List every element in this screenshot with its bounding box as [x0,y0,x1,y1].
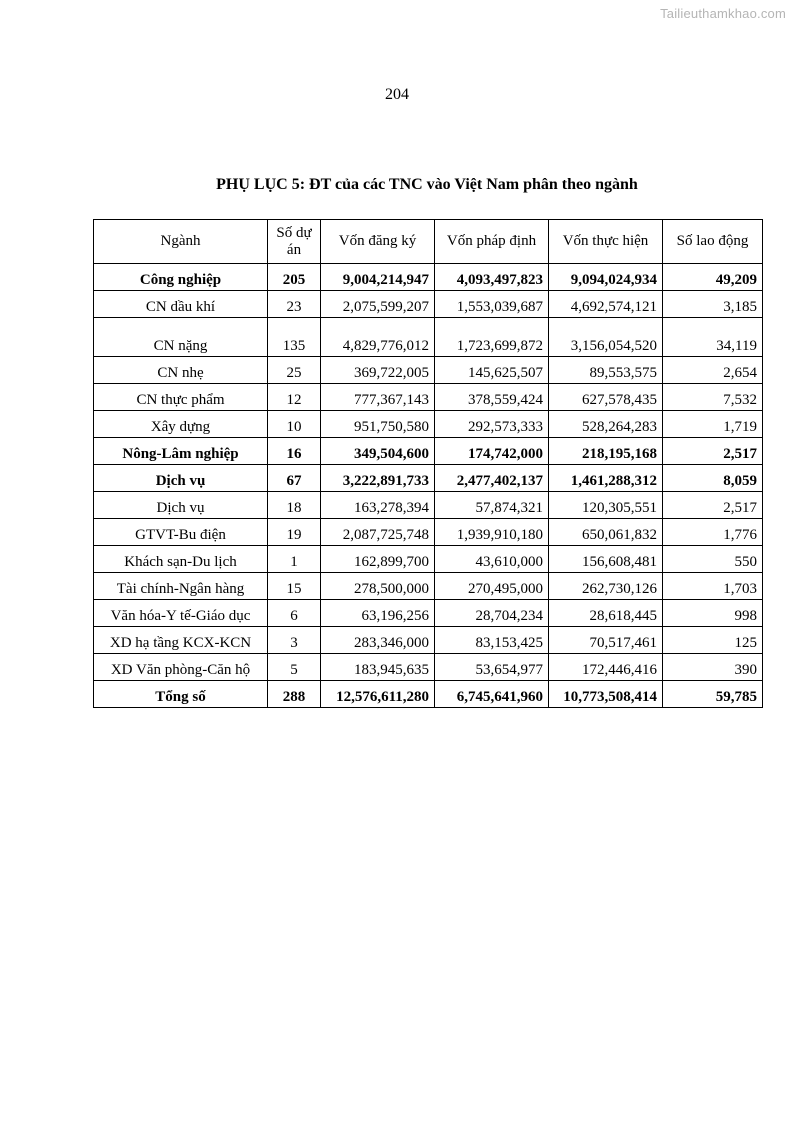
row-registered-capital: 283,346,000 [321,627,435,654]
row-projects: 25 [268,357,321,384]
row-legal-capital: 28,704,234 [435,600,549,627]
row-name: Dịch vụ [94,465,268,492]
row-projects: 18 [268,492,321,519]
row-name: Công nghiệp [94,264,268,291]
row-registered-capital: 951,750,580 [321,411,435,438]
row-labor: 59,785 [663,681,763,708]
row-legal-capital: 1,553,039,687 [435,291,549,318]
row-labor: 2,517 [663,438,763,465]
row-registered-capital: 183,945,635 [321,654,435,681]
row-projects: 19 [268,519,321,546]
row-registered-capital: 4,829,776,012 [321,318,435,357]
row-implemented-capital: 9,094,024,934 [549,264,663,291]
header-so-du-an-line1: Số dự [276,224,312,241]
row-name: Khách sạn-Du lịch [94,546,268,573]
row-name: XD hạ tầng KCX-KCN [94,627,268,654]
header-von-dang-ky: Vốn đăng ký [321,220,435,264]
row-projects: 23 [268,291,321,318]
row-implemented-capital: 3,156,054,520 [549,318,663,357]
table-row [94,438,763,465]
table-row [94,492,763,519]
row-legal-capital: 53,654,977 [435,654,549,681]
row-legal-capital: 1,939,910,180 [435,519,549,546]
row-registered-capital: 162,899,700 [321,546,435,573]
row-legal-capital: 6,745,641,960 [435,681,549,708]
row-implemented-capital: 89,553,575 [549,357,663,384]
row-registered-capital: 369,722,005 [321,357,435,384]
row-registered-capital: 163,278,394 [321,492,435,519]
row-labor: 125 [663,627,763,654]
row-labor: 1,703 [663,573,763,600]
row-name: GTVT-Bu điện [94,519,268,546]
table-row [94,291,763,318]
page-number: 204 [385,86,409,103]
row-projects: 205 [268,264,321,291]
investment-table [93,219,763,708]
row-legal-capital: 43,610,000 [435,546,549,573]
row-labor: 8,059 [663,465,763,492]
table-row [94,318,763,357]
row-labor: 2,517 [663,492,763,519]
row-labor: 550 [663,546,763,573]
row-labor: 390 [663,654,763,681]
row-implemented-capital: 218,195,168 [549,438,663,465]
row-registered-capital: 12,576,611,280 [321,681,435,708]
row-registered-capital: 3,222,891,733 [321,465,435,492]
row-implemented-capital: 70,517,461 [549,627,663,654]
header-von-thuc-hien: Vốn thực hiện [549,220,663,264]
table-row [94,681,763,708]
row-name: CN nhẹ [94,357,268,384]
table-row [94,519,763,546]
table-row [94,546,763,573]
row-projects: 5 [268,654,321,681]
row-name: CN thực phẩm [94,384,268,411]
table-row [94,411,763,438]
row-name: Tổng số [94,681,268,708]
row-labor: 2,654 [663,357,763,384]
row-labor: 7,532 [663,384,763,411]
row-implemented-capital: 10,773,508,414 [549,681,663,708]
row-legal-capital: 292,573,333 [435,411,549,438]
row-labor: 3,185 [663,291,763,318]
table-row [94,465,763,492]
row-implemented-capital: 4,692,574,121 [549,291,663,318]
row-implemented-capital: 650,061,832 [549,519,663,546]
row-labor: 1,719 [663,411,763,438]
header-so-du-an-line2: án [286,241,302,258]
row-registered-capital: 9,004,214,947 [321,264,435,291]
row-implemented-capital: 28,618,445 [549,600,663,627]
row-implemented-capital: 156,608,481 [549,546,663,573]
row-labor: 49,209 [663,264,763,291]
table-row [94,654,763,681]
row-legal-capital: 145,625,507 [435,357,549,384]
header-von-phap-dinh: Vốn pháp định [435,220,549,264]
row-projects: 3 [268,627,321,654]
row-implemented-capital: 172,446,416 [549,654,663,681]
row-projects: 6 [268,600,321,627]
row-legal-capital: 4,093,497,823 [435,264,549,291]
row-registered-capital: 349,504,600 [321,438,435,465]
row-projects: 16 [268,438,321,465]
row-labor: 1,776 [663,519,763,546]
row-implemented-capital: 1,461,288,312 [549,465,663,492]
header-so-lao-dong: Số lao động [663,220,763,264]
row-implemented-capital: 627,578,435 [549,384,663,411]
row-projects: 10 [268,411,321,438]
table-row [94,357,763,384]
row-projects: 15 [268,573,321,600]
row-implemented-capital: 120,305,551 [549,492,663,519]
table-row [94,627,763,654]
row-projects: 67 [268,465,321,492]
row-labor: 998 [663,600,763,627]
table-row [94,600,763,627]
row-name: Xây dựng [94,411,268,438]
row-name: Tài chính-Ngân hàng [94,573,268,600]
row-projects: 135 [268,318,321,357]
row-name: CN dầu khí [94,291,268,318]
row-projects: 288 [268,681,321,708]
table-row [94,264,763,291]
row-legal-capital: 2,477,402,137 [435,465,549,492]
row-legal-capital: 83,153,425 [435,627,549,654]
row-labor: 34,119 [663,318,763,357]
watermark: Tailieuthamkhao.com [660,6,786,21]
row-name: Văn hóa-Y tế-Giáo dục [94,600,268,627]
row-name: Nông-Lâm nghiệp [94,438,268,465]
table-row [94,573,763,600]
row-registered-capital: 777,367,143 [321,384,435,411]
row-projects: 12 [268,384,321,411]
header-so-du-an [268,220,321,264]
row-implemented-capital: 528,264,283 [549,411,663,438]
row-projects: 1 [268,546,321,573]
row-legal-capital: 270,495,000 [435,573,549,600]
row-registered-capital: 63,196,256 [321,600,435,627]
row-legal-capital: 1,723,699,872 [435,318,549,357]
row-name: Dịch vụ [94,492,268,519]
row-registered-capital: 2,087,725,748 [321,519,435,546]
row-legal-capital: 57,874,321 [435,492,549,519]
row-registered-capital: 278,500,000 [321,573,435,600]
row-name: XD Văn phòng-Căn hộ [94,654,268,681]
row-registered-capital: 2,075,599,207 [321,291,435,318]
table-row [94,384,763,411]
row-legal-capital: 378,559,424 [435,384,549,411]
document-title: PHỤ LỤC 5: ĐT của các TNC vào Việt Nam phân theo ngành [216,176,638,193]
row-name: CN nặng [94,318,268,357]
row-legal-capital: 174,742,000 [435,438,549,465]
table-header-row [94,220,763,264]
header-nganh: Ngành [94,220,268,264]
row-implemented-capital: 262,730,126 [549,573,663,600]
